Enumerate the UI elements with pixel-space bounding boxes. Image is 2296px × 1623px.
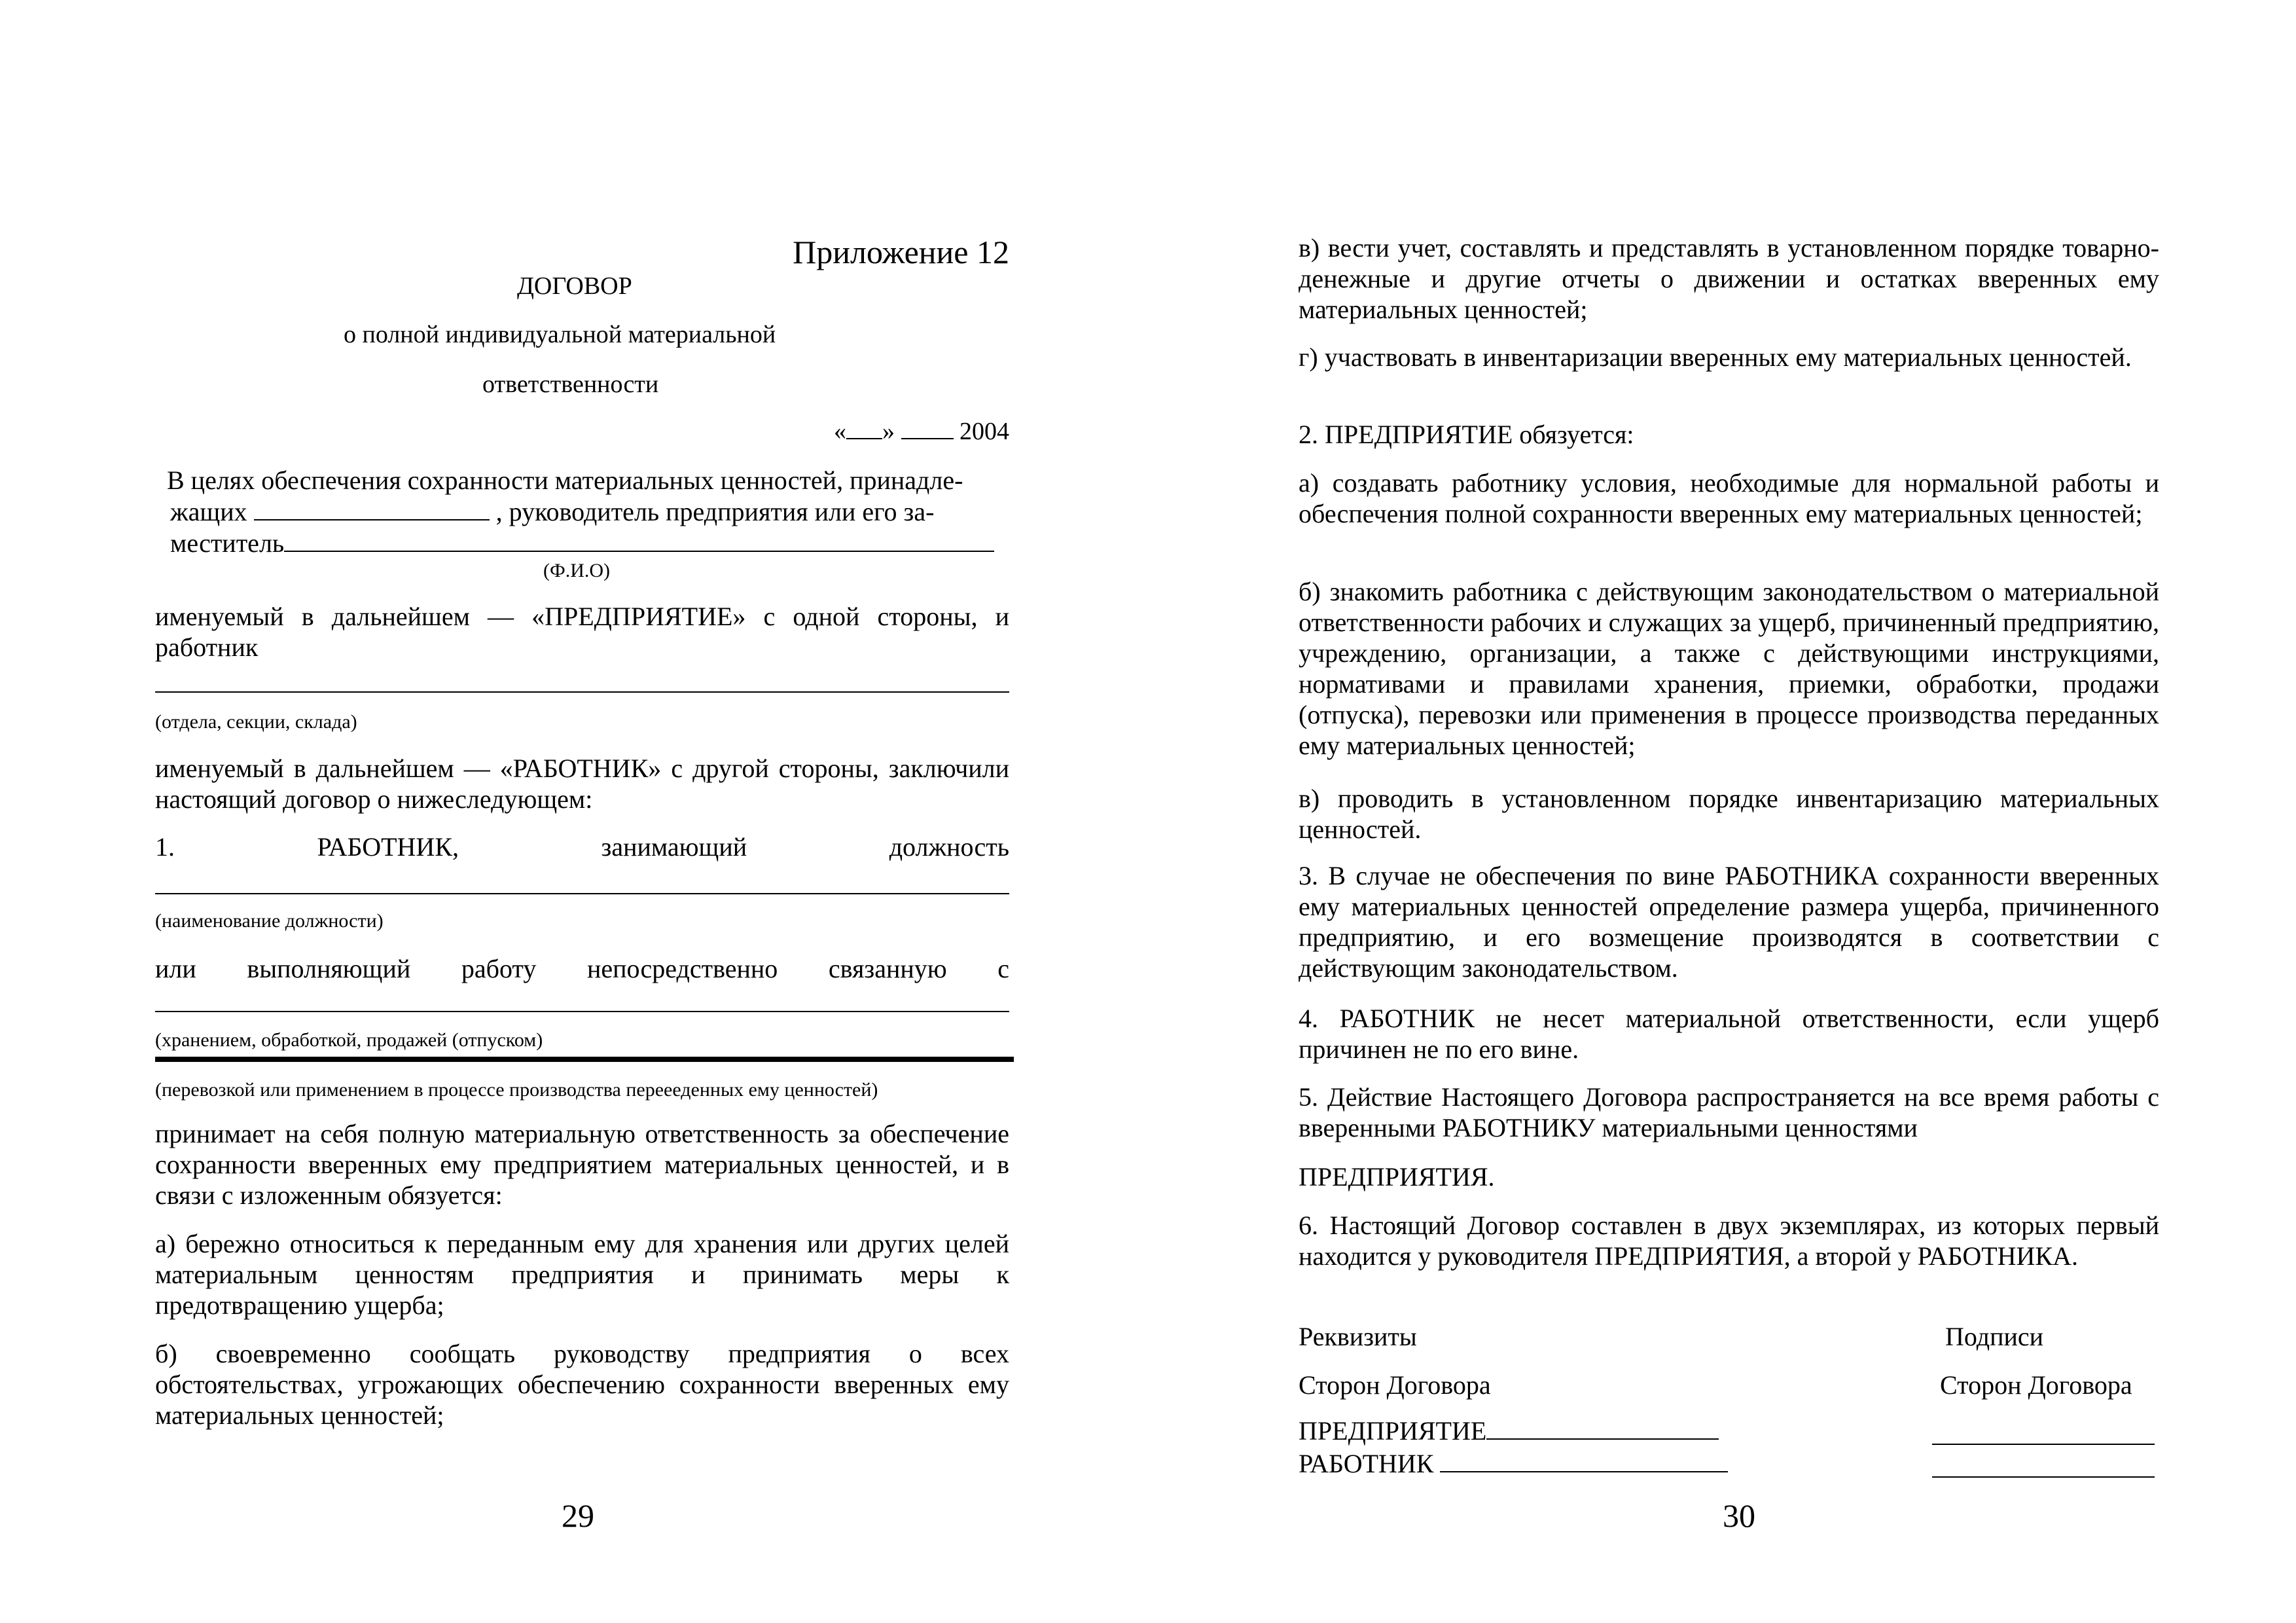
position-line — [155, 893, 1009, 894]
date-quote-close: » — [882, 418, 895, 445]
document-subtitle-line-1: о полной индивидуальной материальной — [344, 321, 776, 348]
worker-requisites-blank — [1440, 1471, 1728, 1472]
enterprise-duty-v-paragraph: в) проводить в установленном порядке инвентаризацию материальных ценностей. — [1299, 784, 2159, 844]
position-caption: (наименование должности) — [155, 910, 384, 932]
enterprise-sign-line: ПРЕДПРИЯТИЕ — [1299, 1418, 1719, 1444]
owner-blank — [254, 519, 490, 520]
department-line — [155, 691, 1009, 693]
department-caption: (отдела, секции, склада) — [155, 711, 357, 733]
duty-v-paragraph: в) вести учет, составлять и представлять в установленном порядке товарно-денежные и другие отчеты о движении и остатках вверенных ему материальных ценностей; — [1299, 233, 2159, 324]
document-subtitle-line-2: ответственности — [482, 371, 659, 398]
date-quote-open: « — [834, 418, 846, 445]
worker-signature-line — [1932, 1476, 2155, 1478]
section-5-continuation: ПРЕДПРИЯТИЯ. — [1299, 1162, 1495, 1192]
section-5-paragraph: 5. Действие Настоящего Договора распространяется на все время работы с вверенными РАБОТНИКУ материальными ценностями — [1299, 1082, 2159, 1142]
date-year: 2004 — [960, 418, 1009, 445]
document-title: ДОГОВОР — [517, 272, 632, 300]
storage-caption: (хранением, обработкой, продажей (отпуском) — [155, 1029, 543, 1051]
page-number: 29 — [562, 1497, 594, 1534]
duty-a-paragraph: а) бережно относиться к переданным ему для хранения или других целей материальным ценностям предприятия и принимать меры к предотвращению ущерба; — [155, 1229, 1009, 1320]
work-description-line: или выполняющий работу непосредственно связанную с — [155, 954, 1009, 983]
month-blank — [901, 438, 954, 439]
intro-line-1: В целях обеспечения сохранности материальных ценностей, принадле- — [167, 465, 963, 495]
named-enterprise-paragraph: именуемый в дальнейшем — «ПРЕДПРИЯТИЕ» с одной стороны, и работник — [155, 602, 1009, 662]
intro-line-2: жащих , руководитель предприятия или его за- — [170, 497, 935, 526]
section-4-paragraph: 4. РАБОТНИК не несет материальной ответственности, если ущерб причинен не по его вине. — [1299, 1004, 2159, 1064]
thick-divider — [155, 1057, 1014, 1062]
enterprise-duty-b-paragraph: б) знакомить работника с действующим законодательством о материальной ответственности рабочих и служащих за ущерб, причиненный предприятию, учреждению, организации, а также с действующими инструкциями, нормативами и правилами хранения, приемки, обработки, продажи (отпуска), перевозки или применения в процессе производства переданных ему материальных ценностей; — [1299, 577, 2159, 760]
appendix-label: Приложение 12 — [793, 234, 1009, 270]
requisites-label: Реквизиты — [1299, 1322, 1417, 1351]
fio-caption: (Ф.И.О) — [543, 560, 611, 581]
enterprise-signature-line — [1932, 1444, 2155, 1445]
parties-right-label: Сторон Договора — [1940, 1370, 2132, 1400]
section-2-heading: 2. ПРЕДПРИЯТИЕ обязуется: — [1299, 420, 1634, 449]
signatures-label: Подписи — [1945, 1322, 2044, 1351]
parties-left-label: Сторон Договора — [1299, 1370, 1491, 1400]
item-1-line: 1. РАБОТНИК, занимающий должность — [155, 832, 1009, 862]
named-worker-paragraph: именуемый в дальнейшем — «РАБОТНИК» с другой стороны, заключили настоящий договор о нижеследующем: — [155, 754, 1009, 814]
accepts-paragraph: принимает на себя полную материальную ответственность за обеспечение сохранности вверенных ему предприятием материальных ценностей, и в связи с изложенным обязуется: — [155, 1119, 1009, 1210]
enterprise-requisites-blank — [1486, 1438, 1719, 1440]
storage-line — [155, 1011, 1009, 1012]
section-6-paragraph: 6. Настоящий Договор составлен в двух экземплярах, из которых первый находится у руководителя ПРЕДПРИЯТИЯ, а второй у РАБОТНИКА. — [1299, 1211, 2159, 1271]
duty-g-paragraph: г) участвовать в инвентаризации вверенных ему материальных ценностей. — [1299, 342, 2132, 372]
deputy-name-blank — [284, 551, 994, 552]
transport-caption: (перевозкой или применением в процессе производства переееденных ему ценностей) — [155, 1079, 878, 1101]
right-page — [1148, 0, 2296, 1623]
worker-sign-line: РАБОТНИК — [1299, 1451, 1728, 1477]
section-3-paragraph: 3. В случае не обеспечения по вине РАБОТНИКА сохранности вверенных ему материальных ценностей определение размера ущерба, причиненного предприятию, и его возмещение производятся в соответствии с действующим законодательством. — [1299, 861, 2159, 983]
duty-b-paragraph: б) своевременно сообщать руководству предприятия о всех обстоятельствах, угрожающих обеспечению сохранности вверенных ему материальных ценностей; — [155, 1339, 1009, 1430]
contract-date — [834, 419, 1009, 444]
day-blank — [846, 438, 882, 439]
enterprise-duty-a-paragraph: а) создавать работнику условия, необходимые для нормальной работы и обеспечения полной сохранности вверенных ему материальных ценностей; — [1299, 468, 2159, 528]
page-number: 30 — [1723, 1497, 1755, 1534]
intro-line-3: меститель — [170, 530, 994, 556]
